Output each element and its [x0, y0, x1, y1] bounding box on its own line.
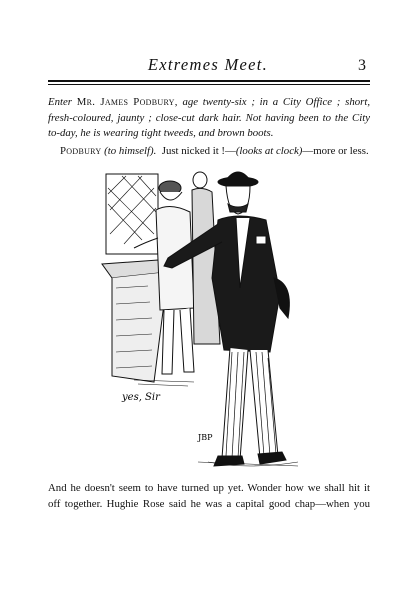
body-line-1: And he doesn't seem to have turned up yet. Wonder how we shall hit it [48, 482, 370, 494]
character-description-1: age twenty-six ; in a City Office ; short, fresh- [48, 96, 371, 124]
artist-monogram: JBP [198, 433, 213, 442]
running-title: Extremes Meet. [147, 55, 269, 74]
stage-direction [48, 95, 370, 142]
header-rule-thin [48, 84, 370, 85]
character-name: Mr. James Podbury, [76, 96, 178, 108]
illustration-caption: yes, Sir [122, 392, 160, 403]
speech-line [60, 144, 372, 159]
speech-text-2: —more or less. [302, 145, 369, 157]
body-text [48, 481, 370, 512]
running-head [0, 55, 416, 77]
speech-text-1: Just nicked it !— [161, 145, 236, 157]
page-number: 3 [358, 57, 366, 74]
header-rule-thick [48, 80, 370, 82]
pen-illustration [98, 168, 324, 472]
office-window [106, 174, 158, 254]
speech-direction: (to himself). [104, 145, 157, 157]
character-description-3: to-day, he is wearing tight tweeds, and brown boots. [48, 127, 274, 139]
character-description-2: coloured, jaunty ; close-cut dark hair. Not having been to the City [72, 111, 370, 124]
body-line-2: off together. Hughie Rose said he was a capital good chap—when you [48, 497, 370, 510]
enter-word: Enter [48, 96, 72, 108]
speech-aside: (looks at clock) [235, 145, 303, 157]
speaker-name: Podbury [60, 145, 102, 157]
